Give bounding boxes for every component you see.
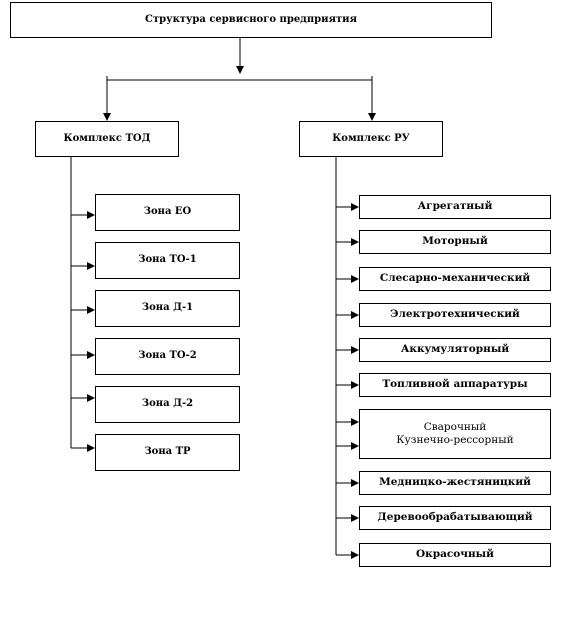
dept-label: Моторный (422, 235, 488, 248)
ru-label: Комплекс РУ (332, 132, 410, 144)
zone-tr (95, 434, 240, 471)
dept-painting (359, 543, 551, 567)
zone-label: Зона ТО-1 (138, 254, 197, 266)
zone-to2 (95, 338, 240, 375)
zone-eo (95, 194, 240, 231)
dept-label: Аккумуляторный (400, 343, 510, 356)
dept-label: Слесарно-механический (379, 272, 531, 285)
dept-label: Окрасочный (416, 548, 494, 561)
root-label: Структура сервисного предприятия (145, 13, 357, 25)
root-node (10, 2, 492, 38)
zone-d1 (95, 290, 240, 327)
zone-label: Зона Д-1 (141, 302, 194, 314)
ru-complex-node (299, 121, 443, 157)
dept-label-forging: Кузнечно-рессорный (396, 434, 514, 446)
dept-battery (359, 338, 551, 362)
dept-label: Топливной аппаратуры (382, 378, 528, 391)
dept-motor (359, 230, 551, 254)
tod-label: Комплекс ТОД (63, 132, 151, 144)
dept-label: Электротехнический (390, 308, 520, 321)
dept-locksmith (359, 267, 551, 291)
zone-label: Зона ТР (144, 446, 191, 458)
zone-label: Зона ЕО (143, 206, 192, 218)
split-line (107, 76, 372, 80)
dept-welding-forging (359, 409, 551, 459)
dept-aggregate (359, 195, 551, 219)
dept-label: Медницко-жестяницкий (379, 476, 531, 489)
dept-electrical (359, 303, 551, 327)
zone-label: Зона Д-2 (141, 398, 194, 410)
zone-d2 (95, 386, 240, 423)
zone-to1 (95, 242, 240, 279)
tod-complex-node (35, 121, 179, 157)
dept-tin (359, 471, 551, 495)
dept-label: Агрегатный (417, 200, 493, 213)
dept-label-welding: Сварочный (423, 420, 487, 433)
dept-woodwork (359, 506, 551, 530)
dept-label: Деревообрабатывающий (377, 511, 533, 524)
dept-fuel (359, 373, 551, 397)
zone-label: Зона ТО-2 (138, 350, 197, 362)
